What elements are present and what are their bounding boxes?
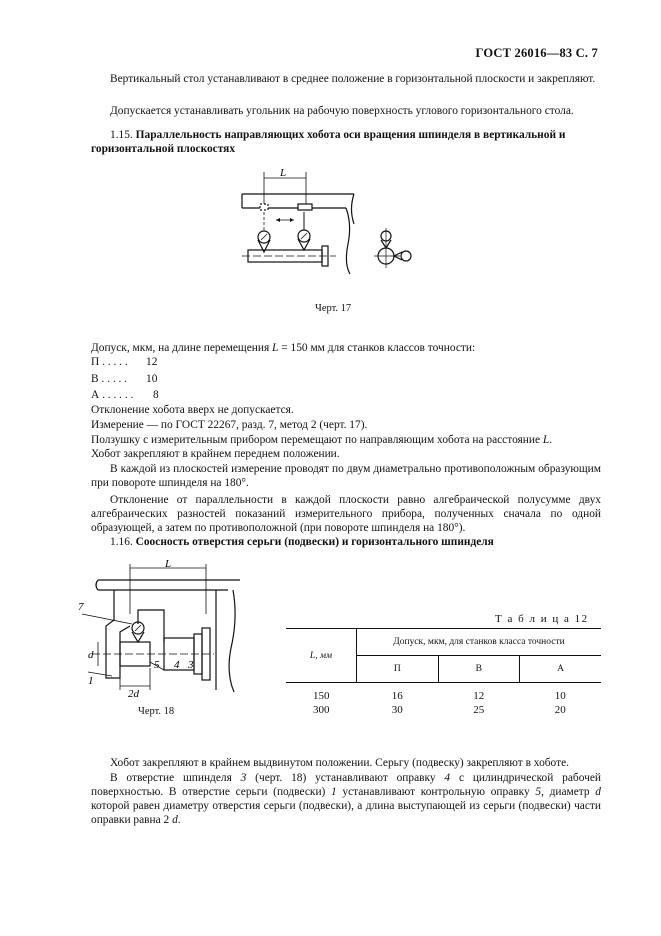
pendant-bracket: [106, 590, 130, 678]
section-1-15-title: [91, 128, 606, 156]
column-break-line: [346, 208, 350, 274]
closing-p2-text-f: которой равен диаметру отверстия серьги (подвески), а длина выступающей из серьги (подвески) части оправки равна 2: [91, 800, 601, 826]
section-1-16-heading: Соосность отверстия серьги (подвески) и горизонтального шпинделя: [135, 536, 494, 548]
paragraph-slider-text-b: .: [549, 434, 553, 446]
table-header-class-v: В: [438, 656, 520, 683]
figure-18-label-1: 1: [88, 675, 94, 687]
table-cell-a: 10: [554, 690, 566, 702]
closing-p2-d2: d: [172, 814, 178, 826]
table-cell-L: 150: [313, 690, 330, 702]
closing-p2-ref-1: 1: [331, 786, 337, 798]
table-cell-v: 12: [473, 690, 485, 702]
table-cell-v: 25: [473, 704, 485, 716]
tolerance-value: 8: [153, 389, 159, 401]
paragraph-slider: [91, 433, 601, 447]
closing-p2-text-e: , диаметр: [541, 786, 596, 798]
table-header-L: [286, 629, 357, 683]
figure-17: [236, 164, 436, 294]
paragraph-each-plane: В каждой из плоскостей измерение проводят по двум диаметрально противоположным образующим при повороте шпинделя на 180°.: [91, 463, 601, 489]
tolerance-intro: [91, 341, 601, 355]
overarm-break: [96, 580, 98, 590]
tolerance-row-v: [91, 372, 157, 386]
section-1-15-number: 1.15.: [110, 129, 133, 141]
closing-p2-ref-5: 5: [535, 786, 542, 798]
intro-paragraph-2: Допускается устанавливать угольник на рабочую поверхность углового горизонтального стола.: [110, 105, 574, 117]
table-cell-p: 16: [391, 690, 403, 702]
tolerance-row-p: [91, 355, 157, 369]
figure-18-label-3: 3: [188, 659, 194, 671]
column-break-line: [229, 590, 235, 692]
control-mandrel-5: [120, 642, 150, 666]
slider-block: [298, 204, 312, 210]
closing-p2-d: d: [595, 786, 601, 798]
paragraph-slider-L: L: [542, 434, 550, 446]
table-cell-L: 300: [313, 704, 330, 716]
table-12: [286, 628, 601, 717]
tolerance-intro-text-a: Допуск, мкм, на длине перемещения: [91, 342, 273, 354]
tolerance-intro-L: L: [272, 342, 279, 354]
paragraph-no-upward: Отклонение хобота вверх не допускается.: [91, 404, 294, 416]
intro-paragraph-1: Вертикальный стол устанавливают в среднее положение в горизонтальной плоскости и закрепляют.: [110, 73, 596, 85]
tolerance-value: 10: [146, 373, 158, 385]
figure-18-label-5: 5: [154, 659, 160, 671]
section-1-15-heading: Параллельность направляющих хобота оси вращения шпинделя в вертикальной и горизонтальной плоскостях: [91, 129, 566, 155]
figure-18-label-4: 4: [174, 659, 180, 671]
figure-18-L-label: L: [165, 558, 172, 570]
closing-p2-text-a: В отверстие шпинделя: [110, 772, 241, 784]
table-header-group: Допуск, мкм, для станков класса точности: [357, 629, 602, 656]
table-cell-p: 30: [391, 704, 403, 716]
leader-line-7: [82, 614, 132, 624]
figure-17-caption: Черт. 17: [315, 303, 352, 314]
indicator-holder: [138, 610, 164, 642]
paragraph-slider-text-a: Ползушку с измерительным прибором перемещают по направляющим хобота на расстояние: [91, 434, 543, 446]
closing-p2-text-g: .: [177, 814, 181, 826]
page-header: ГОСТ 26016—83 С. 7: [475, 46, 598, 60]
move-arrow-head-left: [276, 218, 280, 222]
tolerance-class-label: А . . . . . .: [91, 389, 134, 401]
table-12-caption: Т а б л и ц а 12: [495, 613, 589, 625]
table-cell-a: 20: [554, 704, 566, 716]
figure-17-L-label: L: [280, 167, 287, 179]
figure-18-caption: Черт. 18: [138, 706, 175, 717]
table-header-class-p: П: [357, 656, 439, 683]
indicator-needle-right: [301, 233, 307, 239]
figure-18-label-2d: 2d: [128, 688, 139, 698]
indicator-needle: [135, 625, 141, 631]
closing-p2-text-d: устанавливают контрольную оправку: [336, 786, 536, 798]
section-1-16-title: [91, 535, 611, 549]
table-header-class-a: А: [520, 656, 602, 683]
table-header-L-text: L, мм: [309, 650, 333, 661]
figure-18: [68, 558, 248, 698]
closing-p2-ref-4: 4: [444, 772, 451, 784]
figure-18-label-d: d: [88, 649, 94, 661]
closing-p2-text-b: (черт. 18) устанавливают оправку: [246, 772, 445, 784]
indicator-needle-left: [261, 234, 267, 240]
tolerance-value: 12: [146, 356, 158, 368]
tolerance-class-label: П . . . . .: [91, 356, 128, 368]
closing-paragraph-1: Хобот закрепляют в крайнем выдвинутом положении. Серьгу (подвеску) закрепляют в хоботе.: [110, 757, 569, 769]
tolerance-class-label: В . . . . .: [91, 373, 128, 385]
tolerance-intro-text-b: = 150 мм для станков классов точности:: [278, 342, 476, 354]
closing-p2-text-c: с цилиндрической рабочей поверхностью. В отверстие серьги (подвески): [91, 772, 601, 798]
side-view-side-indicator: [401, 251, 411, 261]
paragraph-fix: Хобот закрепляют в крайнем переднем положении.: [91, 448, 340, 460]
slider-start-position: [260, 204, 268, 210]
figure-18-label-7: 7: [78, 601, 84, 613]
column-edge-line: [352, 194, 355, 224]
paragraph-measurement: Измерение — по ГОСТ 22267, разд. 7, метод 2 (черт. 17).: [91, 419, 368, 431]
section-1-16-number: 1.16.: [110, 536, 133, 548]
move-arrow-head-right: [290, 218, 294, 222]
closing-p2-ref-3: 3: [240, 772, 247, 784]
closing-paragraph-2: [91, 771, 601, 827]
tolerance-row-a: [91, 388, 159, 402]
paragraph-deviation: Отклонение от параллельности в каждой плоскости равно алгебраической полусумме двух алгебраических разностей показаний измерительного прибора, полученных сначала по одной образующей, а затем по противоположной (при повороте шпинделя на 180°).: [91, 494, 601, 534]
